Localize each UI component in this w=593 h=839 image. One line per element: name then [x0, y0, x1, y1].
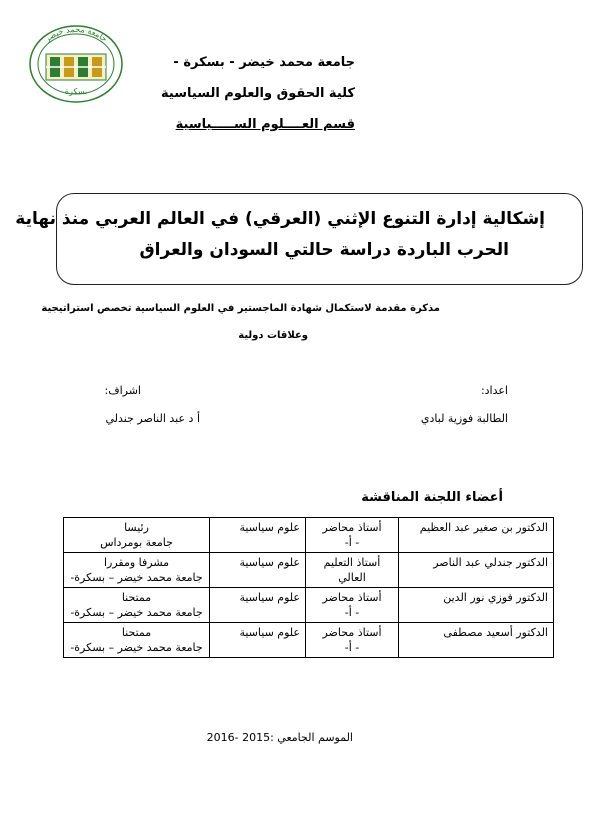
jury-member-name-1: الدكتور بن صغير عبد العظيم	[419, 521, 548, 534]
jury-member-specialty-1: علوم سياسية	[239, 521, 300, 534]
prepared-label: اعداد:	[480, 384, 508, 397]
jury-member-role-1: رئيسا	[124, 521, 149, 534]
table-row	[64, 553, 554, 588]
faculty-name: كلية الحقوق والعلوم السياسية	[161, 86, 355, 101]
jury-member-role-2: جامعة محمد خيضر – بسكرة-	[70, 571, 203, 584]
jury-member-name	[399, 553, 554, 588]
jury-member-role-1: ممتحنا	[121, 626, 152, 639]
thesis-title-line-1: إشكالية إدارة التنوع الإثني (العرقي) في العالم العربي منذ نهاية	[15, 209, 545, 229]
jury-member-rank-1: أستاذ محاضر	[322, 626, 382, 639]
jury-member-specialty-1: علوم سياسية	[239, 626, 300, 639]
jury-member-name	[399, 623, 554, 658]
jury-member-rank-1: أستاذ التعليم	[323, 556, 381, 569]
jury-table	[63, 517, 554, 658]
table-row	[64, 623, 554, 658]
table-row	[64, 518, 554, 553]
jury-member-rank-1: أستاذ محاضر	[322, 521, 382, 534]
jury-member-specialty	[210, 623, 306, 658]
jury-heading: أعضاء اللجنة المناقشة	[361, 490, 503, 505]
jury-member-rank-2: - أ-	[344, 536, 360, 549]
thesis-title-line-2: الحرب الباردة دراسة حالتي السودان والعراق	[139, 240, 509, 260]
jury-member-role-2: جامعة محمد خيضر – بسكرة-	[70, 606, 203, 619]
jury-member-name-1: الدكتور أسعيد مصطفى	[443, 626, 548, 639]
jury-member-role	[64, 553, 210, 588]
svg-text:جامعة محمد خيضر	[42, 25, 109, 44]
title-box	[56, 193, 583, 285]
jury-member-rank	[306, 553, 399, 588]
jury-member-specialty-1: علوم سياسية	[239, 591, 300, 604]
logo-arc-text: جامعة محمد خيضر	[43, 24, 109, 44]
jury-member-name-1: الدكتور فوزي نور الدين	[443, 591, 548, 604]
table-row	[64, 588, 554, 623]
jury-member-role-1: ممتحنا	[121, 591, 152, 604]
jury-member-role-2: جامعة محمد خيضر – بسكرة-	[70, 641, 203, 654]
jury-member-role-2: جامعة بومرداس	[100, 536, 173, 549]
supervision-label: اشراف:	[104, 384, 141, 397]
jury-member-role	[64, 518, 210, 553]
jury-member-rank-2: - أ-	[344, 606, 360, 619]
jury-member-specialty	[210, 518, 306, 553]
jury-member-rank	[306, 518, 399, 553]
memo-description-line-2: وعلاقات دولية	[238, 330, 308, 341]
jury-member-name-1: الدكتور جندلي عبد الناصر	[433, 556, 548, 569]
academic-year: الموسم الجامعي :2015 -2016	[206, 731, 353, 744]
jury-member-specialty-1: علوم سياسية	[239, 556, 300, 569]
jury-member-specialty	[210, 553, 306, 588]
university-logo	[26, 22, 126, 104]
jury-member-rank-2: العالي	[338, 571, 366, 584]
jury-member-role	[64, 623, 210, 658]
university-name: جامعة محمد خيضر - بسكرة -	[173, 55, 355, 70]
logo-bottom-text: بسكرة	[64, 87, 88, 96]
memo-description-line-1: مذكرة مقدمة لاستكمال شهادة الماجستير في العلوم السياسية تخصص استراتيجية	[41, 303, 440, 314]
jury-member-name	[399, 518, 554, 553]
department-name: قسم العــــلوم الســـــياسية	[175, 117, 355, 132]
jury-member-rank-1: أستاذ محاضر	[322, 591, 382, 604]
student-name: الطالبة فوزية لبادي	[420, 412, 508, 425]
supervisor-name: أ د عبد الناصر جندلي	[105, 412, 200, 425]
jury-member-rank	[306, 623, 399, 658]
jury-member-role-1: مشرفا ومقررا	[103, 556, 170, 569]
jury-member-rank	[306, 588, 399, 623]
jury-member-rank-2: - أ-	[344, 641, 360, 654]
jury-member-role	[64, 588, 210, 623]
jury-member-name	[399, 588, 554, 623]
jury-member-specialty	[210, 588, 306, 623]
